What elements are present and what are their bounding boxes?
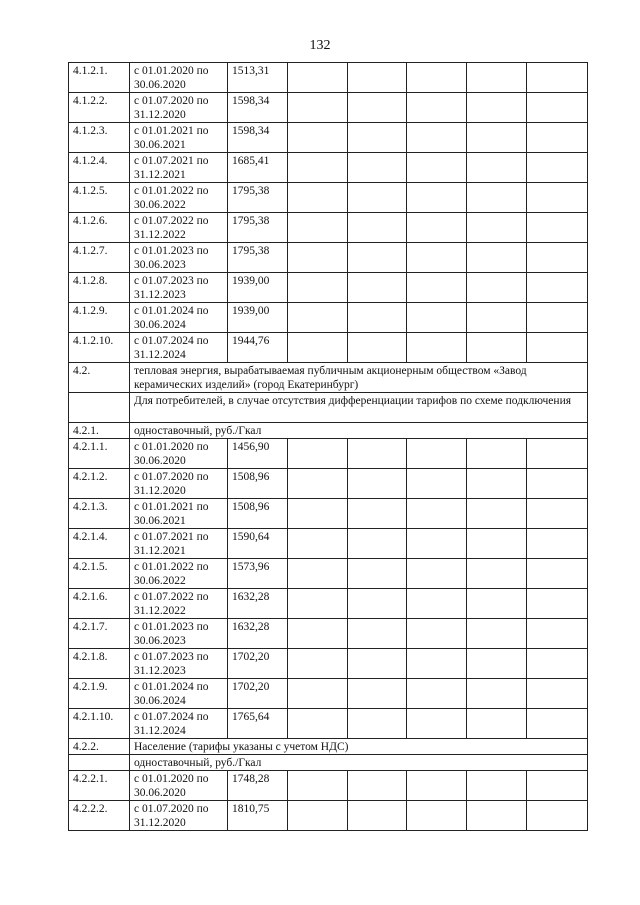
empty-cell [467,709,527,739]
tariff-value-cell: 1810,75 [228,801,288,831]
empty-cell [407,183,467,213]
tariff-value-cell: 1702,20 [228,679,288,709]
empty-cell [467,469,527,499]
empty-cell [348,153,407,183]
tariff-value-cell: 1598,34 [228,93,288,123]
empty-cell [288,529,348,559]
empty-cell [407,123,467,153]
empty-cell [527,469,588,499]
empty-cell [527,529,588,559]
row-number: 4.2.2. [69,739,130,755]
tariff-value-cell: 1508,96 [228,469,288,499]
period-cell: с 01.07.2020 по 31.12.2020 [130,469,228,499]
tariff-value-cell: 1598,34 [228,123,288,153]
row-number: 4.2.1.9. [69,679,130,709]
empty-cell [348,243,407,273]
row-number: 4.2.1.5. [69,559,130,589]
section-row [69,739,588,755]
row-number: 4.2.1.10. [69,709,130,739]
row-number: 4.1.2.6. [69,213,130,243]
tariff-value-cell: 1765,64 [228,709,288,739]
row-number: 4.1.2.3. [69,123,130,153]
table-row [69,243,588,273]
row-number: 4.2.1. [69,423,130,439]
empty-cell [348,213,407,243]
empty-cell [288,213,348,243]
empty-cell [527,213,588,243]
table-row [69,93,588,123]
table-row [69,303,588,333]
period-cell: с 01.01.2024 по 30.06.2024 [130,679,228,709]
empty-cell [407,213,467,243]
empty-cell [407,333,467,363]
period-cell: с 01.01.2021 по 30.06.2021 [130,123,228,153]
tariff-value-cell: 1513,31 [228,63,288,93]
empty-cell [407,469,467,499]
row-number: 4.2.1.1. [69,439,130,469]
empty-cell [527,123,588,153]
empty-cell [407,619,467,649]
row-number: 4.2. [69,363,130,393]
empty-cell [288,439,348,469]
empty-cell [407,589,467,619]
empty-cell [407,243,467,273]
empty-cell [527,439,588,469]
empty-cell [288,303,348,333]
table-row [69,213,588,243]
tariff-value-cell: 1795,38 [228,213,288,243]
empty-cell [407,499,467,529]
empty-cell [288,679,348,709]
empty-cell [467,273,527,303]
period-cell: с 01.07.2022 по 31.12.2022 [130,589,228,619]
table-row [69,123,588,153]
empty-cell [467,93,527,123]
empty-cell [348,529,407,559]
row-number: 4.1.2.2. [69,93,130,123]
empty-cell [288,469,348,499]
empty-cell [527,559,588,589]
empty-cell [288,619,348,649]
empty-cell [467,801,527,831]
period-cell: с 01.07.2023 по 31.12.2023 [130,649,228,679]
table-row [69,469,588,499]
row-number [69,393,130,423]
empty-cell [407,679,467,709]
period-cell: с 01.01.2020 по 30.06.2020 [130,63,228,93]
row-number: 4.1.2.10. [69,333,130,363]
table-row [69,439,588,469]
table-row [69,333,588,363]
row-number: 4.1.2.5. [69,183,130,213]
row-number [69,755,130,771]
empty-cell [348,333,407,363]
empty-cell [288,153,348,183]
empty-cell [527,589,588,619]
table-row [69,801,588,831]
page-number: 132 [309,38,331,53]
empty-cell [407,63,467,93]
row-number: 4.2.1.8. [69,649,130,679]
empty-cell [348,63,407,93]
row-number: 4.1.2.7. [69,243,130,273]
empty-cell [467,589,527,619]
empty-cell [527,771,588,801]
empty-cell [407,559,467,589]
empty-cell [348,771,407,801]
empty-cell [348,559,407,589]
period-cell: с 01.01.2024 по 30.06.2024 [130,303,228,333]
empty-cell [527,619,588,649]
section-row [69,393,588,423]
section-title-cell: одноставочный, руб./Гкал [130,423,588,439]
empty-cell [527,801,588,831]
empty-cell [288,559,348,589]
period-cell: с 01.07.2021 по 31.12.2021 [130,153,228,183]
tariff-value-cell: 1632,28 [228,619,288,649]
empty-cell [407,273,467,303]
empty-cell [527,709,588,739]
empty-cell [288,93,348,123]
empty-cell [527,243,588,273]
row-number: 4.2.1.2. [69,469,130,499]
empty-cell [407,771,467,801]
tariff-value-cell: 1702,20 [228,649,288,679]
table-row [69,619,588,649]
section-title-cell: одноставочный, руб./Гкал [130,755,588,771]
empty-cell [527,679,588,709]
row-number: 4.1.2.1. [69,63,130,93]
empty-cell [288,499,348,529]
table-row [69,63,588,93]
tariff-value-cell: 1685,41 [228,153,288,183]
section-title-cell: Население (тарифы указаны с учетом НДС) [130,739,588,755]
empty-cell [288,649,348,679]
empty-cell [348,303,407,333]
empty-cell [527,183,588,213]
table-row [69,709,588,739]
empty-cell [467,183,527,213]
table-row [69,771,588,801]
empty-cell [348,469,407,499]
empty-cell [348,93,407,123]
empty-cell [467,153,527,183]
empty-cell [467,123,527,153]
tariff-value-cell: 1456,90 [228,439,288,469]
table-row [69,589,588,619]
table-row [69,649,588,679]
empty-cell [527,649,588,679]
empty-cell [527,499,588,529]
empty-cell [348,499,407,529]
table-row [69,273,588,303]
row-number: 4.1.2.8. [69,273,130,303]
row-number: 4.2.1.4. [69,529,130,559]
period-cell: с 01.01.2020 по 30.06.2020 [130,439,228,469]
tariff-value-cell: 1632,28 [228,589,288,619]
empty-cell [288,243,348,273]
empty-cell [288,63,348,93]
period-cell: с 01.07.2024 по 31.12.2024 [130,709,228,739]
section-row [69,363,588,393]
row-number: 4.2.1.6. [69,589,130,619]
row-number: 4.2.2.2. [69,801,130,831]
empty-cell [348,801,407,831]
tariff-table-body [69,63,588,831]
row-number: 4.1.2.4. [69,153,130,183]
empty-cell [348,649,407,679]
period-cell: с 01.01.2022 по 30.06.2022 [130,559,228,589]
empty-cell [527,273,588,303]
section-title-cell: тепловая энергия, вырабатываемая публичным акционерным обществом «Завод керамических изделий» (город Екатеринбург) [130,363,588,393]
empty-cell [288,333,348,363]
empty-cell [467,63,527,93]
empty-cell [467,333,527,363]
period-cell: с 01.01.2022 по 30.06.2022 [130,183,228,213]
empty-cell [288,589,348,619]
table-row [69,499,588,529]
empty-cell [467,439,527,469]
empty-cell [348,123,407,153]
period-cell: с 01.01.2021 по 30.06.2021 [130,499,228,529]
row-number: 4.2.2.1. [69,771,130,801]
empty-cell [407,801,467,831]
row-number: 4.2.1.7. [69,619,130,649]
empty-cell [288,273,348,303]
tariff-value-cell: 1795,38 [228,243,288,273]
empty-cell [467,619,527,649]
tariff-value-cell: 1748,28 [228,771,288,801]
table-row [69,153,588,183]
empty-cell [348,709,407,739]
empty-cell [288,123,348,153]
empty-cell [467,559,527,589]
empty-cell [407,529,467,559]
table-row [69,529,588,559]
empty-cell [467,529,527,559]
empty-cell [348,273,407,303]
table-row [69,679,588,709]
table-row [69,183,588,213]
empty-cell [407,649,467,679]
tariff-value-cell: 1944,76 [228,333,288,363]
empty-cell [348,589,407,619]
empty-cell [407,303,467,333]
empty-cell [527,93,588,123]
empty-cell [407,93,467,123]
empty-cell [348,183,407,213]
tariff-table [68,62,588,831]
empty-cell [467,499,527,529]
empty-cell [288,801,348,831]
tariff-value-cell: 1939,00 [228,273,288,303]
empty-cell [288,183,348,213]
tariff-value-cell: 1590,64 [228,529,288,559]
row-number: 4.1.2.9. [69,303,130,333]
empty-cell [348,679,407,709]
empty-cell [467,213,527,243]
empty-cell [467,771,527,801]
tariff-value-cell: 1795,38 [228,183,288,213]
period-cell: с 01.07.2022 по 31.12.2022 [130,213,228,243]
period-cell: с 01.07.2020 по 31.12.2020 [130,801,228,831]
empty-cell [527,303,588,333]
empty-cell [407,709,467,739]
period-cell: с 01.07.2020 по 31.12.2020 [130,93,228,123]
tariff-value-cell: 1939,00 [228,303,288,333]
period-cell: с 01.07.2024 по 31.12.2024 [130,333,228,363]
table-row [69,559,588,589]
period-cell: с 01.07.2023 по 31.12.2023 [130,273,228,303]
tariff-value-cell: 1573,96 [228,559,288,589]
empty-cell [348,619,407,649]
period-cell: с 01.01.2023 по 30.06.2023 [130,243,228,273]
empty-cell [348,439,407,469]
tariff-value-cell: 1508,96 [228,499,288,529]
period-cell: с 01.07.2021 по 31.12.2021 [130,529,228,559]
empty-cell [467,243,527,273]
section-row [69,755,588,771]
empty-cell [288,771,348,801]
empty-cell [407,439,467,469]
empty-cell [527,153,588,183]
section-title-cell: Для потребителей, в случае отсутствия дифференциации тарифов по схеме подключения [130,393,588,423]
empty-cell [407,153,467,183]
section-row [69,423,588,439]
empty-cell [467,303,527,333]
period-cell: с 01.01.2020 по 30.06.2020 [130,771,228,801]
empty-cell [527,63,588,93]
empty-cell [288,709,348,739]
empty-cell [467,649,527,679]
period-cell: с 01.01.2023 по 30.06.2023 [130,619,228,649]
empty-cell [527,333,588,363]
empty-cell [467,679,527,709]
row-number: 4.2.1.3. [69,499,130,529]
